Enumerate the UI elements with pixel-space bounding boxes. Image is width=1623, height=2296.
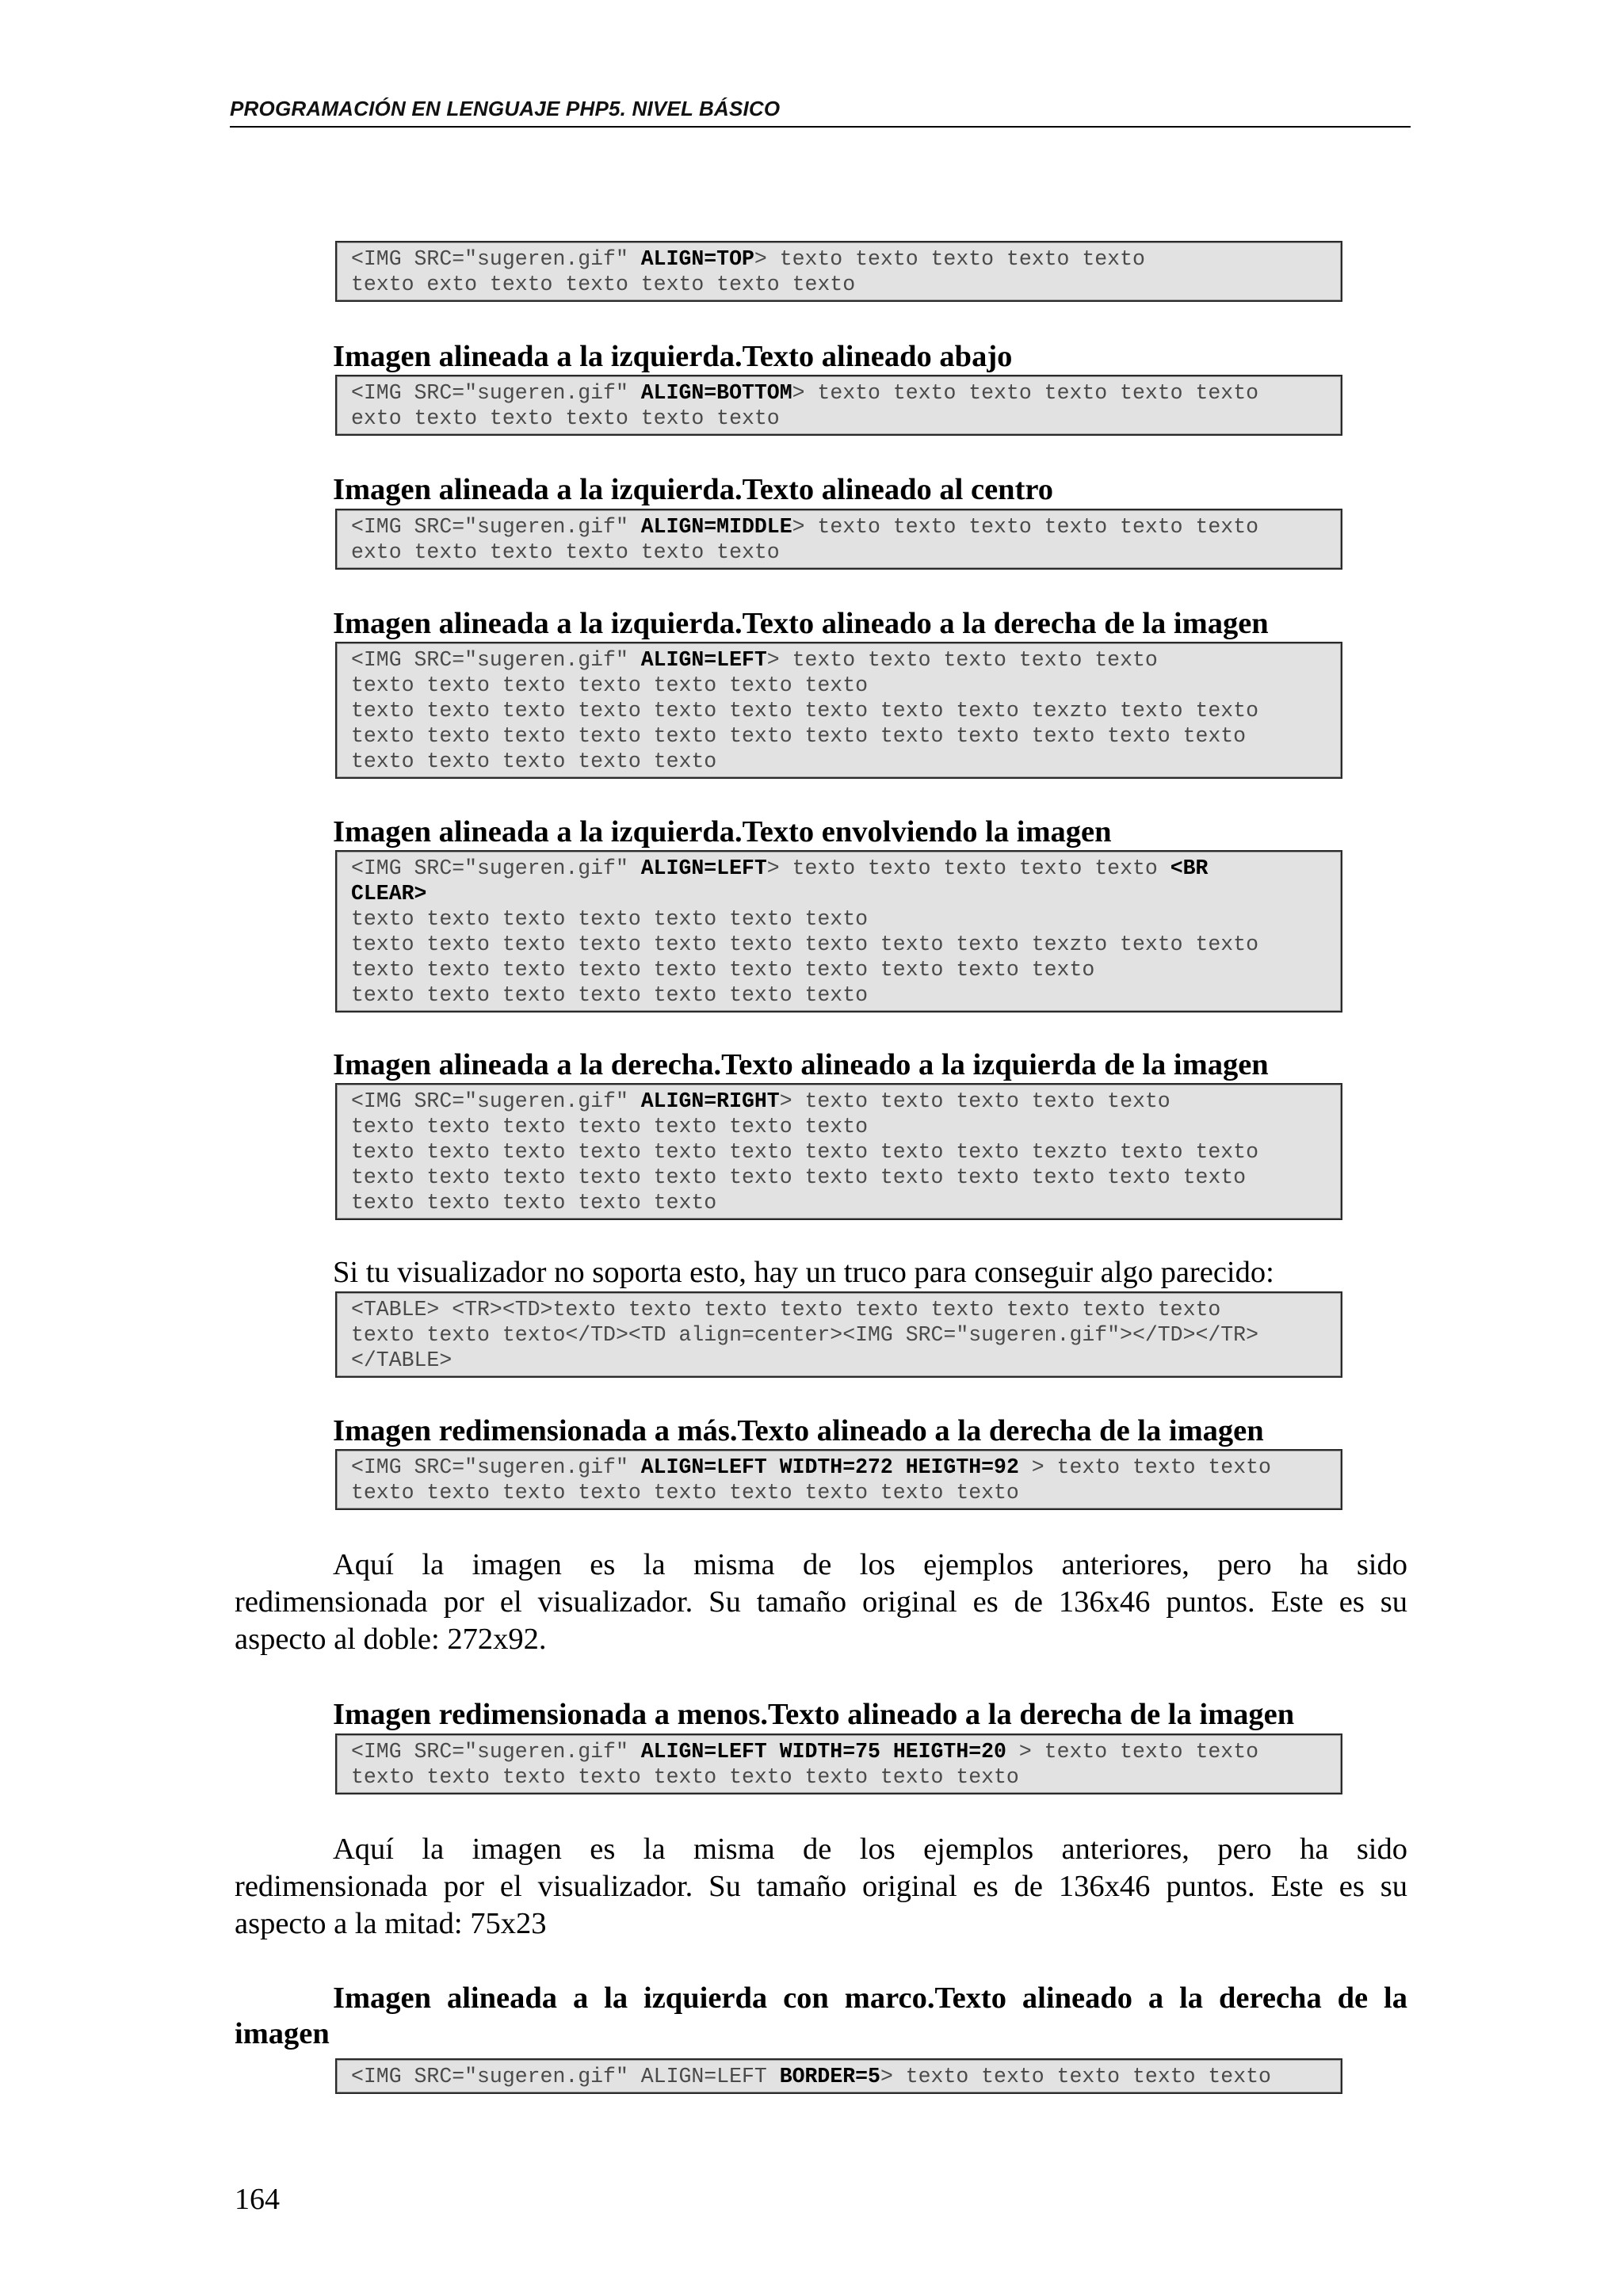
code-keyword: ALIGN=LEFT: [640, 856, 767, 880]
code-line: [351, 1739, 1327, 1764]
code-text: texto texto texto texto texto texto texto texto texto texzto texto texto: [351, 699, 1258, 723]
code-text: texto texto texto texto texto: [351, 1191, 717, 1215]
code-keyword: ALIGN=BOTTOM: [640, 381, 792, 405]
code-line: [351, 1089, 1327, 1114]
code-line: [351, 1139, 1327, 1165]
code-block: [335, 241, 1342, 302]
code-keyword: ALIGN=RIGHT: [640, 1089, 780, 1113]
code-line: [351, 540, 1327, 565]
code-text: texto exto texto texto texto texto texto: [351, 273, 856, 296]
paragraph-line: aspecto al doble: 272x92.: [235, 1623, 547, 1656]
code-line: [351, 1297, 1327, 1322]
section-heading: Imagen alineada a la izquierda.Texto alineado abajo: [333, 340, 1013, 373]
code-line: [351, 749, 1327, 774]
code-line: [351, 982, 1327, 1008]
code-text: texto texto texto texto texto: [351, 749, 717, 773]
code-line: [351, 906, 1327, 932]
page-number: 164: [235, 2183, 280, 2216]
code-block: [335, 509, 1342, 570]
code-line: [351, 1480, 1327, 1505]
section-heading: Imagen alineada a la derecha.Texto alineado a la izquierda de la imagen: [333, 1048, 1269, 1081]
code-line: [351, 957, 1327, 982]
code-line: [351, 647, 1327, 673]
code-text: <IMG SRC="sugeren.gif" ALIGN=LEFT: [351, 2065, 780, 2088]
code-keyword: ALIGN=LEFT WIDTH=75 HEIGTH=20: [640, 1740, 1006, 1764]
body-paragraph: [235, 1831, 1407, 1943]
code-line: [351, 406, 1327, 431]
code-text: texto texto texto texto texto texto texto texto texto: [351, 1481, 1019, 1505]
code-block: [335, 2058, 1342, 2094]
code-text: texto texto texto texto texto texto texto texto texto texto texto texto: [351, 724, 1247, 748]
code-text: > texto texto texto texto texto: [766, 856, 1170, 880]
code-text: <IMG SRC="sugeren.gif": [351, 856, 641, 880]
code-text: texto texto texto texto texto texto texto: [351, 983, 869, 1007]
code-line: [351, 1764, 1327, 1790]
code-line: [351, 272, 1327, 297]
code-line: [351, 932, 1327, 957]
code-text: texto texto texto texto texto texto texto texto texto texzto texto texto: [351, 1140, 1258, 1164]
code-block: [335, 1733, 1342, 1794]
code-text: <IMG SRC="sugeren.gif": [351, 1740, 641, 1764]
code-text: > texto texto texto texto texto texto: [792, 381, 1259, 405]
section-heading: Imagen alineada a la izquierda.Texto envolviendo la imagen: [333, 815, 1112, 849]
code-text: texto texto texto texto texto texto texto: [351, 1115, 869, 1138]
code-text: > texto texto texto texto texto: [880, 2065, 1271, 2088]
code-line: [351, 856, 1327, 881]
code-text: > texto texto texto texto texto texto: [792, 515, 1259, 539]
code-line: [351, 673, 1327, 698]
code-block: [335, 850, 1342, 1013]
code-text: texto texto texto</TD><TD align=center><IMG SRC="sugeren.gif"></TD></TR>: [351, 1323, 1258, 1347]
code-line: [351, 698, 1327, 723]
code-line: [351, 881, 1327, 906]
heading-line: Imagen alineada a la izquierda con marco.Texto alineado a la derecha de la: [333, 1981, 1407, 2015]
code-text: <IMG SRC="sugeren.gif": [351, 648, 641, 672]
code-text: texto texto texto texto texto texto texto texto texto: [351, 1765, 1019, 1789]
paragraph-line: aspecto a la mitad: 75x23: [235, 1907, 547, 1940]
code-text: texto texto texto texto texto texto texto: [351, 907, 869, 931]
code-block: [335, 1083, 1342, 1220]
code-line: [351, 246, 1327, 272]
heading-line: imagen: [235, 2017, 330, 2050]
code-line: [351, 380, 1327, 406]
code-text: <IMG SRC="sugeren.gif": [351, 381, 641, 405]
code-text: exto texto texto texto texto texto: [351, 540, 780, 564]
paragraph-line: redimensionada por el visualizador. Su tamaño original es de 136x46 puntos. Este es su: [235, 1585, 1407, 1619]
code-line: [351, 514, 1327, 540]
code-text: <IMG SRC="sugeren.gif": [351, 1089, 641, 1113]
code-keyword: <BR: [1170, 856, 1209, 880]
code-line: [351, 1114, 1327, 1139]
code-keyword: BORDER=5: [779, 2065, 880, 2088]
code-text: > texto texto texto: [1018, 1455, 1271, 1479]
code-text: <IMG SRC="sugeren.gif": [351, 515, 641, 539]
code-text: > texto texto texto: [1006, 1740, 1259, 1764]
section-heading: Imagen alineada a la izquierda.Texto alineado a la derecha de la imagen: [333, 607, 1269, 640]
code-keyword: ALIGN=LEFT: [640, 648, 767, 672]
paragraph-line: redimensionada por el visualizador. Su tamaño original es de 136x46 puntos. Este es su: [235, 1870, 1407, 1903]
code-block: [335, 642, 1342, 779]
running-header: PROGRAMACIÓN EN LENGUAJE PHP5. NIVEL BÁSICO: [230, 97, 1411, 128]
code-text: <IMG SRC="sugeren.gif": [351, 1455, 641, 1479]
section-heading: [235, 1980, 1407, 2053]
code-block: [335, 1449, 1342, 1510]
code-line: [351, 2064, 1327, 2089]
code-block: [335, 1291, 1342, 1378]
code-line: [351, 1348, 1327, 1373]
code-keyword: ALIGN=LEFT WIDTH=272 HEIGTH=92: [640, 1455, 1019, 1479]
code-text: texto texto texto texto texto texto texto: [351, 673, 869, 697]
code-block: [335, 375, 1342, 436]
section-heading: Imagen redimensionada a menos.Texto alineado a la derecha de la imagen: [333, 1698, 1295, 1731]
code-line: [351, 1190, 1327, 1215]
section-heading: Imagen redimensionada a más.Texto alineado a la derecha de la imagen: [333, 1414, 1264, 1447]
paragraph-line: Aquí la imagen es la misma de los ejemplos anteriores, pero ha sido: [333, 1548, 1407, 1581]
code-line: [351, 1455, 1327, 1480]
code-text: > texto texto texto texto texto: [766, 648, 1158, 672]
code-line: [351, 723, 1327, 749]
code-line: [351, 1322, 1327, 1348]
code-text: texto texto texto texto texto texto texto texto texto texzto texto texto: [351, 933, 1258, 956]
body-paragraph: [235, 1547, 1407, 1658]
code-text: exto texto texto texto texto texto: [351, 406, 780, 430]
code-text: texto texto texto texto texto texto texto texto texto texto texto texto: [351, 1165, 1247, 1189]
paragraph-line: Aquí la imagen es la misma de los ejemplos anteriores, pero ha sido: [333, 1833, 1407, 1866]
code-text: > texto texto texto texto texto: [754, 247, 1145, 271]
code-line: [351, 1165, 1327, 1190]
code-keyword: CLEAR>: [351, 882, 427, 906]
code-text: > texto texto texto texto texto: [779, 1089, 1170, 1113]
code-keyword: ALIGN=MIDDLE: [640, 515, 792, 539]
code-text: texto texto texto texto texto texto texto texto texto texto: [351, 958, 1095, 982]
code-text: <TABLE> <TR><TD>texto texto texto texto texto texto texto texto texto: [351, 1298, 1221, 1322]
code-text: </TABLE>: [351, 1348, 453, 1372]
body-text: Si tu visualizador no soporta esto, hay un truco para conseguir algo parecido:: [333, 1256, 1274, 1289]
section-heading: Imagen alineada a la izquierda.Texto alineado al centro: [333, 473, 1054, 506]
code-text: <IMG SRC="sugeren.gif": [351, 247, 641, 271]
code-keyword: ALIGN=TOP: [640, 247, 754, 271]
